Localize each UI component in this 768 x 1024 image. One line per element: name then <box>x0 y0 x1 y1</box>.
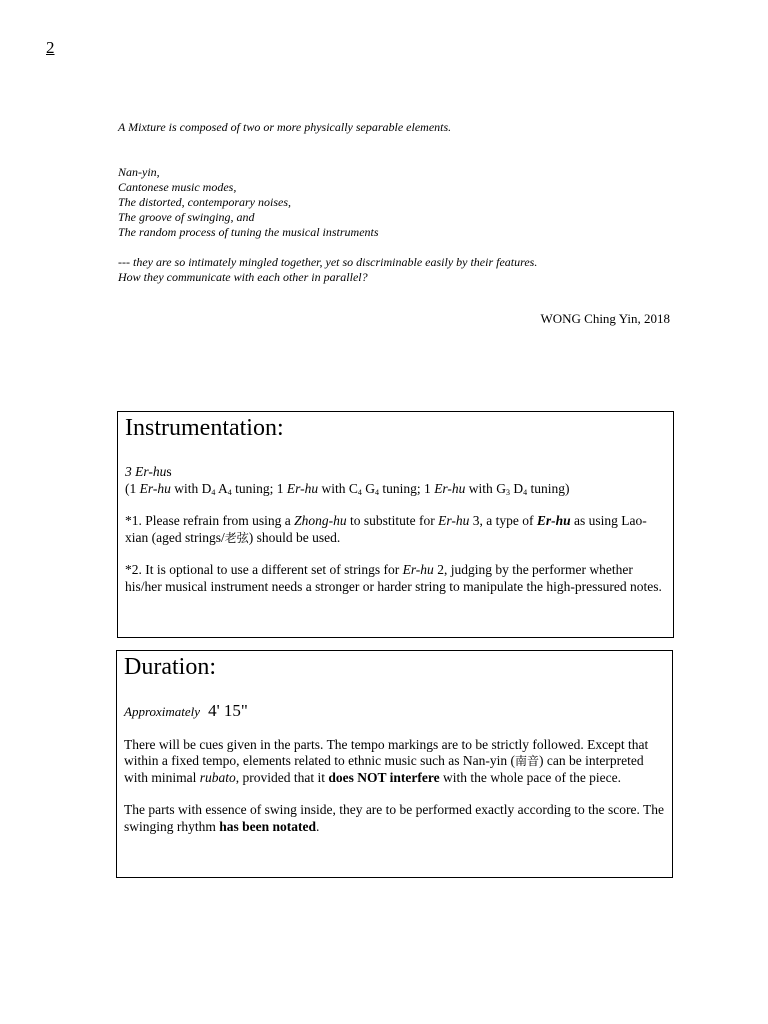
epigraph-question: How they communicate with each other in parallel? <box>118 270 368 284</box>
tuning-text: tuning; 1 <box>231 480 287 496</box>
paragraph-text: ) can be interpreted with minimal <box>124 753 644 785</box>
tuning-note: C <box>348 480 358 496</box>
tuning-note: D <box>509 480 524 496</box>
instrument-count-number: 3 <box>125 464 136 479</box>
paragraph-text: There will be cues given in the parts. The tempo markings are to be strictly followed. Except that within a fixed tempo, elements related to ethnic music such as Nan-yin ( <box>124 736 649 768</box>
note-text: ) should be used. <box>248 529 341 545</box>
paragraph-text: . <box>316 818 320 834</box>
tuning-text: tuning) <box>527 480 570 496</box>
page-number: 2 <box>46 38 55 57</box>
tuning-note: G <box>361 480 376 496</box>
paragraph-text: , provided that it <box>235 769 329 785</box>
octave-number: 4 <box>375 487 380 497</box>
note-text: 2, judging by the performer whether his/her musical instrument needs a stronger or harder string to manipulate the high-pressured notes. <box>125 562 662 594</box>
duration-paragraph-1 <box>124 737 665 787</box>
octave-number: 4 <box>211 487 216 497</box>
tuning-text: tuning; 1 <box>379 480 435 496</box>
duration-box <box>116 650 673 878</box>
epigraph-line: Cantonese music modes, <box>118 180 237 194</box>
paragraph-text: The parts with essence of swing inside, they are to be performed exactly according to the score. The swinging rhythm <box>124 802 664 834</box>
note-text: 3, a type of <box>469 513 537 528</box>
instrument-name: Er-hu <box>434 480 466 496</box>
instrumentation-note-2 <box>125 562 666 595</box>
emphasis-text: does NOT interfere <box>328 769 440 785</box>
emphasis-text: has been notated <box>219 818 317 834</box>
instrument-name-bold: Er-hu <box>536 513 571 528</box>
instrument-name: Zhong-hu <box>294 513 347 528</box>
instrument-name: Er-hu <box>139 480 171 496</box>
tuning-note: A <box>215 480 228 496</box>
octave-number: 4 <box>357 487 362 497</box>
rubato-term: rubato <box>199 769 236 785</box>
instrument-plural: s <box>166 464 172 479</box>
instrument-name: Er-hu <box>286 480 319 496</box>
paragraph-text: with the whole pace of the piece. <box>439 769 622 785</box>
note-text: *1. Please refrain from using a <box>125 513 295 528</box>
octave-number: 3 <box>505 487 510 497</box>
epigraph <box>118 120 678 285</box>
note-text: as using Lao-xian (aged strings/ <box>125 513 647 545</box>
epigraph-line: Nan-yin, <box>118 165 160 179</box>
chinese-text: 老弦 <box>224 530 249 545</box>
tuning-text: with <box>465 480 497 496</box>
instrument-name: Er-hu <box>135 464 167 479</box>
instrument-name: Er-hu <box>402 562 434 577</box>
octave-number: 4 <box>523 487 528 497</box>
duration-time: 4' 15" <box>208 701 248 720</box>
approximately-label: Approximately <box>124 704 201 719</box>
tuning-text: with <box>318 480 349 496</box>
duration-paragraph-2 <box>124 802 665 835</box>
octave-number: 4 <box>227 487 232 497</box>
instrument-count <box>125 464 666 481</box>
epigraph-author: WONG Ching Yin, 2018 <box>540 311 670 326</box>
note-text: to substitute for <box>346 513 439 528</box>
instrumentation-note-1 <box>125 513 666 546</box>
epigraph-line: The random process of tuning the musical instruments <box>118 225 379 239</box>
tuning-note: D <box>201 480 212 496</box>
epigraph-line: The groove of swinging, and <box>118 210 255 224</box>
tuning-note: G <box>496 480 506 496</box>
instrumentation-heading: Instrumentation: <box>125 415 284 441</box>
duration-value-line <box>124 703 665 721</box>
instrument-name: Er-hu <box>438 513 470 528</box>
duration-heading: Duration: <box>124 654 216 680</box>
epigraph-intro: A Mixture is composed of two or more physically separable elements. <box>118 120 452 134</box>
instrumentation-box <box>117 411 674 638</box>
chinese-text: 南音 <box>515 754 540 768</box>
tuning-text: (1 <box>125 480 140 496</box>
epigraph-closing: --- they are so intimately mingled together, yet so discriminable easily by their features. <box>118 255 538 269</box>
tuning-line <box>125 481 666 498</box>
tuning-text: with <box>170 480 202 496</box>
epigraph-line: The distorted, contemporary noises, <box>118 195 291 209</box>
note-text: *2. It is optional to use a different set of strings for <box>125 562 403 577</box>
epigraph-list <box>118 165 678 240</box>
